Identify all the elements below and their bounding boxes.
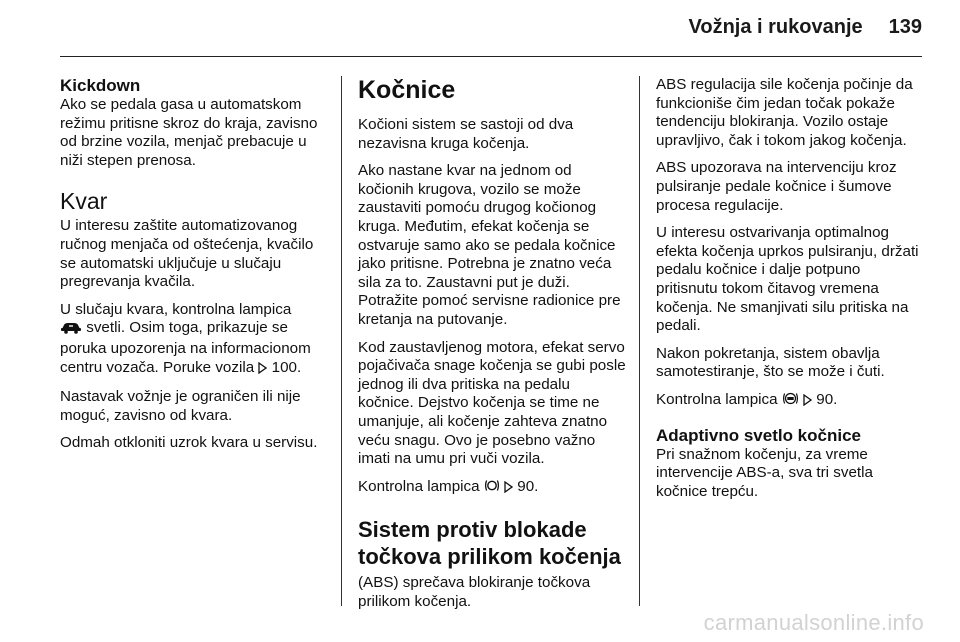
kvar-paragraph-2: U slučaju kvara, kontrolna lampica svetli. Osim toga, prikazuje se poruka upozorenja na informacionom centru vozača. Poruke vozila 100.	[60, 301, 326, 379]
kvar-paragraph-3: Nastavak vožnje je ograničen ili nije moguć, zavisno od kvara.	[60, 388, 301, 424]
header-rule	[60, 56, 922, 57]
column-divider	[341, 76, 342, 606]
kickdown-paragraph: Ako se pedala gasa u automatskom režimu pritisne skroz do kraja, zavisno od brzine vozila, menjač prebacuje u niži stepen prenosa.	[60, 96, 318, 169]
kocnice-paragraph-2: Ako nastane kvar na jednom od kočionih krugova, vozilo se može zaustaviti pomoću drugog kočionog kruga. Međutim, efekat kočenja se ostvaruje samo ako se pedala kočnice jako pritisne. Potrebna je znatno veća sila za to. Zaustavni put je duži. Potražite pomoć servisne radionice pre kretanja na putovanje.	[358, 162, 621, 328]
column-divider	[639, 76, 640, 606]
page-header	[60, 16, 922, 46]
kocnice-paragraph-4: Kontrolna lampica 90.	[358, 478, 628, 499]
column-left	[60, 76, 326, 462]
kocnice-paragraph-1: Kočioni sistem se sastoji od dva nezavisna kruga kočenja.	[358, 116, 574, 152]
page-reference[interactable]: 90.	[803, 391, 837, 408]
chapter-title: Vožnja i rukovanje	[688, 16, 863, 38]
kocnice-heading: Kočnice	[358, 76, 456, 104]
abs-paragraph-4: Nakon pokretanja, sistem obavlja samotestiranje, što se može i čuti.	[656, 344, 885, 381]
abs-paragraph-5: Kontrolna lampica 90.	[656, 391, 924, 412]
abs-paragraph: (ABS) sprečava blokiranje točkova prilikom kočenja.	[358, 574, 591, 610]
abs-heading: Sistem protiv blokade točkova prilikom kočenja	[358, 517, 621, 570]
watermark: carmanualsonline.info	[703, 610, 924, 635]
page-reference[interactable]: 90.	[504, 478, 538, 495]
kvar-paragraph-1: U interesu zaštite automatizovanog ručnog menjača od oštećenja, kvačilo se automatski uključuje u slučaju pregrevanja kvačila.	[60, 217, 314, 291]
column-middle	[358, 76, 628, 620]
kocnice-paragraph-3: Kod zaustavljenog motora, efekat servo pojačivača snage kočenja se gubi posle jednog ili dva pritiska na pedalu kočnice. Dejstvo kočenja se time ne umanjuje, ali kočenje zahteva znatno veću snagu. Ovo je posebno važno imati na umu pri vuči vozila.	[358, 338, 626, 468]
abs-circle-icon	[782, 391, 799, 412]
brake-circle-icon	[484, 478, 500, 499]
kvar-paragraph-4: Odmah otkloniti uzrok kvara u servisu.	[60, 434, 318, 452]
page-reference[interactable]: 100.	[258, 359, 301, 376]
triangle-ref-icon	[803, 393, 812, 412]
page-number: 139	[888, 16, 922, 38]
kickdown-heading: Kickdown	[60, 76, 141, 95]
column-right	[656, 76, 924, 510]
triangle-ref-icon	[258, 361, 267, 380]
adaptive-brake-heading: Adaptivno svetlo kočnice	[656, 425, 861, 445]
kvar-heading: Kvar	[60, 188, 108, 215]
car-wrench-icon	[60, 320, 82, 340]
abs-paragraph-3: U interesu ostvarivanja optimalnog efekta kočenja uprkos pulsiranju, držati pedalu kočnice i dalje potpuno pritisnutu tokom čitavog vremena kočenja. Ne smanjivati silu pritiska na pedali.	[656, 224, 919, 335]
adaptive-brake-paragraph: Pri snažnom kočenju, za vreme intervencije ABS-a, sva tri svetla kočnice trepću.	[656, 445, 873, 500]
abs-paragraph-1: ABS regulacija sile kočenja počinje da funkcioniše čim jedan točak pokaže tendenciju blokiranja. Vozilo ostaje upravljivo, čak i tokom jakog kočenja.	[656, 76, 913, 149]
abs-paragraph-2: ABS upozorava na intervenciju kroz pulsiranje pedale kočnice i šumove procesa regulacije.	[656, 159, 897, 214]
triangle-ref-icon	[504, 480, 513, 499]
